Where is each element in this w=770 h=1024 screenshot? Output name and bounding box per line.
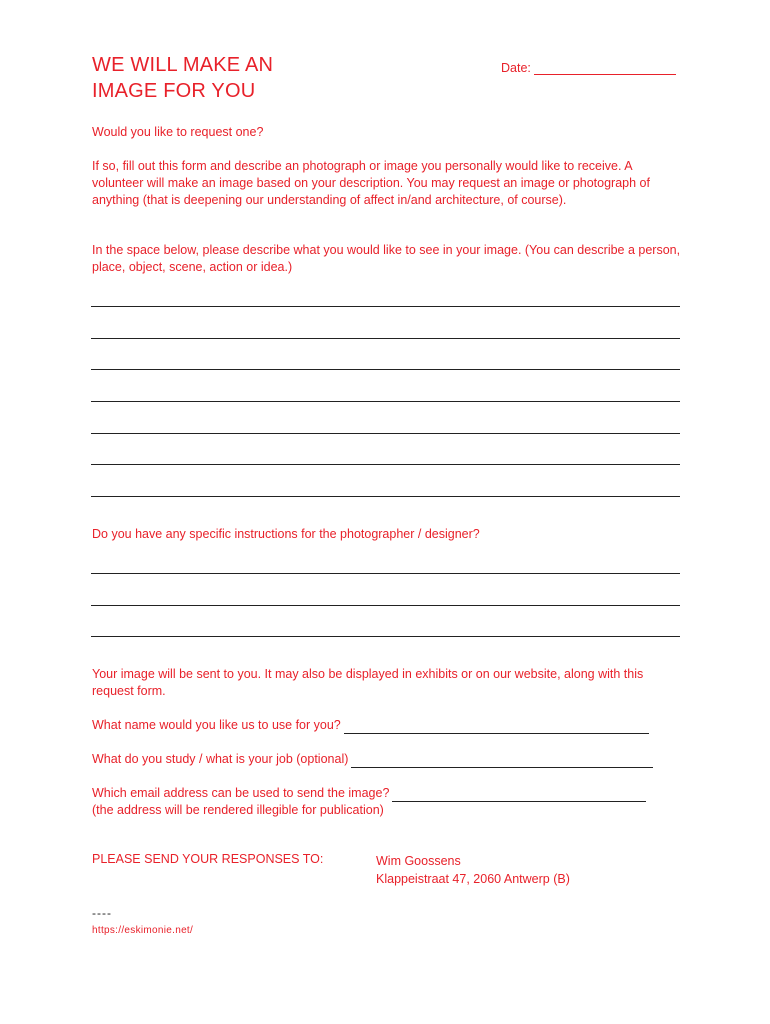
email-note: (the address will be rendered illegible for publication)	[92, 803, 384, 817]
instruction-line[interactable]	[91, 605, 680, 606]
name-label: What name would you like us to use for you?	[92, 718, 341, 732]
email-input-line[interactable]	[392, 788, 646, 802]
footer-link[interactable]: https://eskimonie.net/	[92, 925, 194, 936]
send-label: PLEASE SEND YOUR RESPONSES TO:	[92, 852, 324, 866]
job-label: What do you study / what is your job (optional)	[92, 752, 349, 766]
instruction-line[interactable]	[91, 636, 680, 637]
email-field	[92, 785, 646, 802]
footer-separator: ----	[92, 906, 112, 920]
description-line[interactable]	[91, 306, 680, 307]
description-line[interactable]	[91, 433, 680, 434]
instruction-line[interactable]	[91, 573, 680, 574]
intro-paragraph: If so, fill out this form and describe an photograph or image you personally would like to receive. A volunteer will make an image based on your description. You may request an image or photograph of anything (that is deepening our understanding of affect in/and architecture, of course).	[92, 159, 650, 207]
contact-address: Klappeistraat 47, 2060 Antwerp (B)	[376, 872, 570, 886]
contact-name: Wim Goossens	[376, 854, 461, 868]
page-title	[92, 52, 273, 104]
title-line-2: IMAGE FOR YOU	[92, 80, 256, 102]
name-field	[92, 717, 649, 734]
date-label: Date:	[501, 61, 531, 75]
intro-question: Would you like to request one?	[92, 125, 264, 139]
description-line[interactable]	[91, 496, 680, 497]
description-line[interactable]	[91, 401, 680, 402]
name-input-line[interactable]	[344, 720, 649, 734]
describe-prompt: In the space below, please describe what you would like to see in your image. (You can describe a person, place, object, scene, action or idea.)	[92, 243, 681, 274]
date-input-line[interactable]	[534, 61, 676, 75]
title-line-1: WE WILL MAKE AN	[92, 54, 274, 76]
display-notice: Your image will be sent to you. It may also be displayed in exhibits or on our website, along with this request form.	[92, 667, 644, 698]
contact-address-block	[376, 852, 570, 888]
description-line[interactable]	[91, 369, 680, 370]
job-field	[92, 751, 653, 768]
date-field	[501, 61, 676, 75]
instructions-question: Do you have any specific instructions for the photographer / designer?	[92, 527, 480, 541]
description-line[interactable]	[91, 464, 680, 465]
job-input-line[interactable]	[351, 754, 653, 768]
description-line[interactable]	[91, 338, 680, 339]
email-label: Which email address can be used to send the image?	[92, 786, 390, 800]
